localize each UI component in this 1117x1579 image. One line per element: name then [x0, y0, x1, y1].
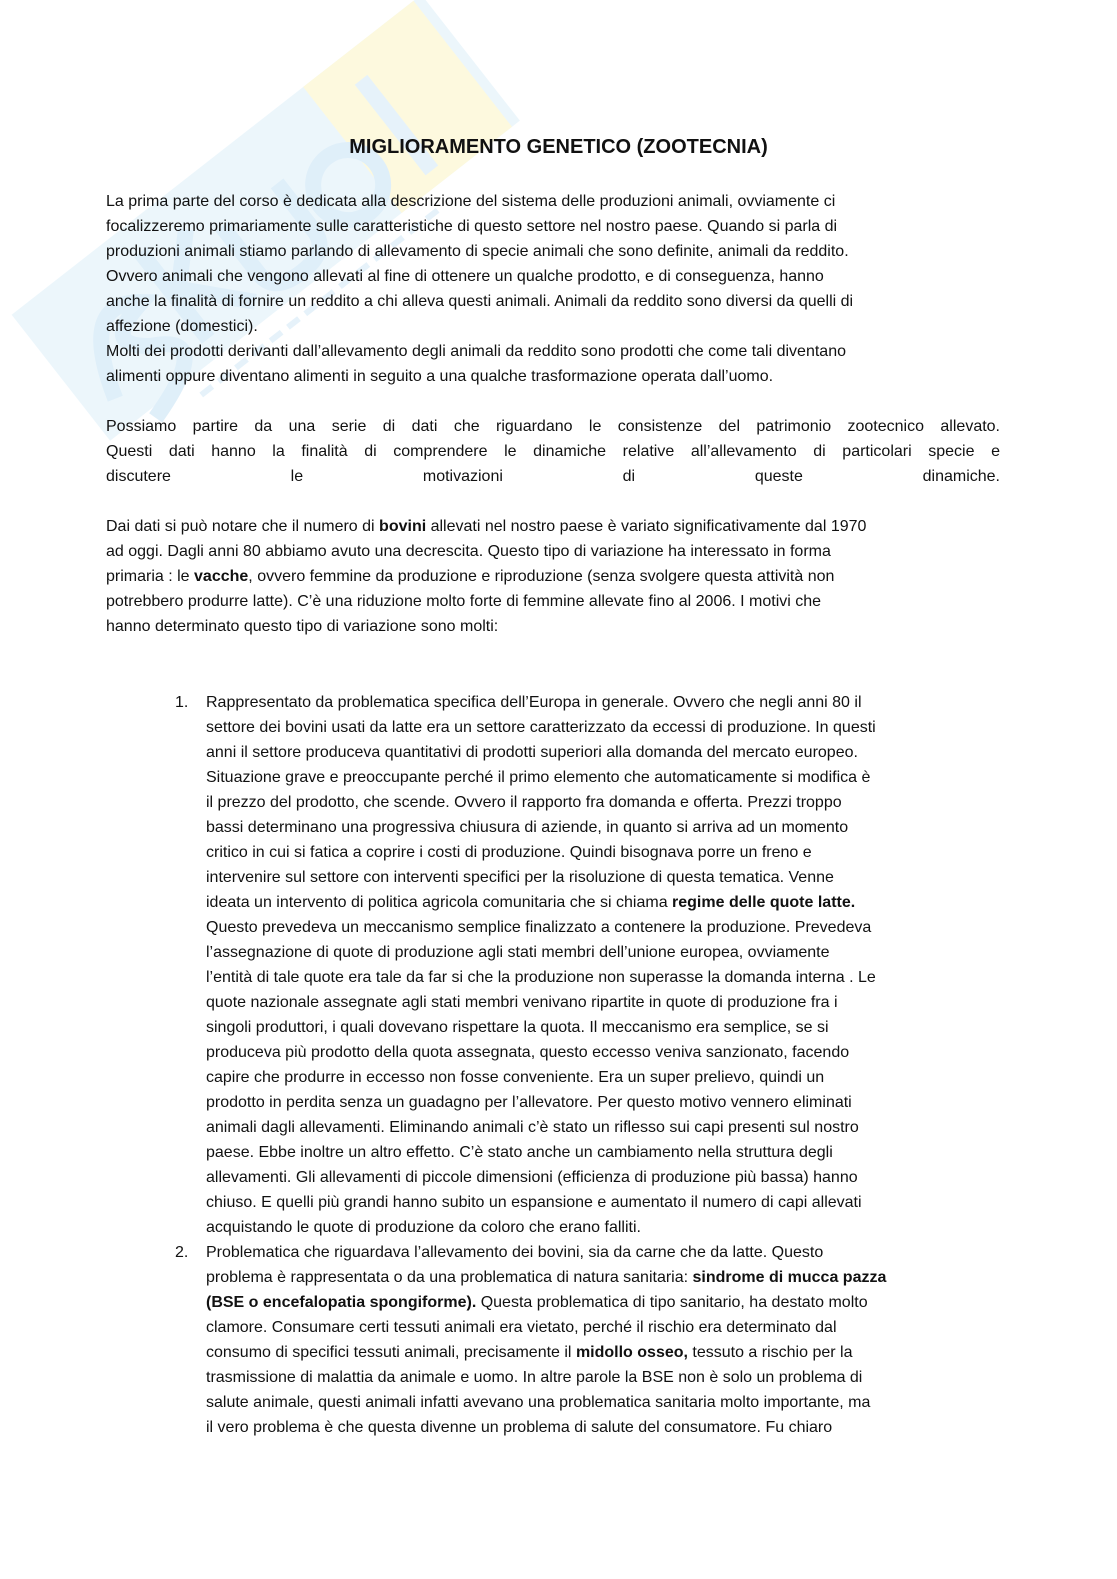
bold-term: vacche	[194, 568, 249, 585]
bold-term: regime delle quote latte.	[672, 894, 856, 911]
paragraph-line: produzioni animali stiamo parlando di allevamento di specie animali che sono definite, animali da reddito.	[106, 243, 849, 260]
list-item-line: il vero problema è che questa divenne un problema di salute del consumatore. Fu chiaro	[206, 1419, 833, 1436]
list-item-line: intervenire sul settore con interventi specifici per la risoluzione di questa tematica. Venne	[206, 869, 834, 886]
list-item-line: salute animale, questi animali infatti avevano una problematica sanitaria molto importante, ma	[206, 1394, 871, 1411]
list-item-line: (BSE o encefalopatia spongiforme). Questa problematica di tipo sanitario, ha destato molto	[206, 1294, 868, 1311]
paragraph-line: Possiamo partire da una serie di dati che riguardano le consistenze del patrimonio zootecnico allevato.	[106, 418, 1000, 435]
list-item-line: Situazione grave e preoccupante perché il primo elemento che automaticamente si modifica è	[206, 769, 871, 786]
list-item-line: paese. Ebbe inoltre un altro effetto. C’è stato anche un cambiamento nella struttura degli	[206, 1144, 833, 1161]
bold-term: midollo osseo,	[575, 1344, 688, 1361]
list-number: 1.	[175, 694, 189, 711]
list-item-line: trasmissione di malattia da animale e uomo. In altre parole la BSE non è solo un problema di	[206, 1369, 863, 1386]
list-item-line: prodotto in perdita senza un guadagno per l’allevatore. Per questo motivo vennero eliminati	[206, 1094, 852, 1111]
page-title: MIGLIORAMENTO GENETICO (ZOOTECNIA)	[349, 136, 768, 158]
list-item-line: Rappresentato da problematica specifica dell’Europa in generale. Ovvero che negli anni 80 il	[206, 694, 862, 711]
list-item-line: allevamenti. Gli allevamenti di piccole dimensioni (efficienza di produzione più bassa) hanno	[206, 1169, 858, 1186]
list-item-line: il prezzo del prodotto, che scende. Ovvero il rapporto fra domanda e offerta. Prezzi troppo	[206, 794, 842, 811]
list-number: 2.	[175, 1244, 189, 1261]
paragraph-line: affezione (domestici).	[106, 318, 258, 335]
list-item-line: quote nazionale assegnate agli stati membri venivano ripartite in quote di produzione fra i	[206, 994, 838, 1011]
paragraph-line: potrebbero produrre latte). C’è una riduzione molto forte di femmine allevate fino al 2006. I motivi che	[106, 593, 822, 610]
bold-term: sindrome di mucca pazza	[692, 1269, 887, 1286]
paragraph-line: discutere le motivazioni di queste dinamiche.	[106, 468, 1000, 485]
paragraph-line: Questi dati hanno la finalità di comprendere le dinamiche relative all’allevamento di particolari specie e	[106, 443, 1000, 460]
paragraph-line: Dai dati si può notare che il numero di bovini allevati nel nostro paese è variato significativamente dal 1970	[106, 518, 867, 535]
list-item-line: clamore. Consumare certi tessuti animali era vietato, perché il rischio era determinato dal	[206, 1319, 837, 1336]
list-item-line: Problematica che riguardava l’allevamento dei bovini, sia da carne che da latte. Questo	[206, 1244, 824, 1261]
list-item-line: l’entità di tale quote era tale da far si che la produzione non superasse la domanda interna . Le	[206, 969, 876, 986]
list-item-line: bassi determinano una progressiva chiusura di aziende, in quanto si arriva ad un momento	[206, 819, 849, 836]
list-item-line: critico in cui si fatica a coprire i costi di produzione. Quindi bisognava porre un freno e	[206, 844, 812, 861]
paragraph-line: Molti dei prodotti derivanti dall’allevamento degli animali da reddito sono prodotti che come tali diventano	[106, 343, 846, 360]
list-item-line: problema è rappresentata o da una problematica di natura sanitaria: sindrome di mucca pazza	[206, 1269, 887, 1286]
list-item-line: produceva più prodotto della quota assegnata, questo eccesso veniva sanzionato, facendo	[206, 1044, 850, 1061]
list-item-line: singoli produttori, i quali dovevano rispettare la quota. Il meccanismo era semplice, se si	[206, 1019, 829, 1036]
bold-term: bovini	[379, 518, 427, 535]
paragraph-line: La prima parte del corso è dedicata alla descrizione del sistema delle produzioni animali, ovviamente ci	[106, 193, 836, 210]
paragraph-line: Ovvero animali che vengono allevati al fine di ottenere un qualche prodotto, e di conseguenza, hanno	[106, 268, 824, 285]
paragraph-line: hanno determinato questo tipo di variazione sono molti:	[106, 618, 499, 635]
list-item-line: consumo di specifici tessuti animali, precisamente il midollo osseo, tessuto a rischio per la	[206, 1344, 853, 1361]
list-item-line: l’assegnazione di quote di produzione agli stati membri dell’unione europea, ovviamente	[206, 944, 830, 961]
list-item-line: settore dei bovini usati da latte era un settore caratterizzato da eccessi di produzione. In questi	[206, 719, 876, 736]
list-item-line: anni il settore produceva quantitativi di prodotti superiori alla domanda del mercato europeo.	[206, 744, 858, 761]
list-item-line: chiuso. E quelli più grandi hanno subito un espansione e aumentato il numero di capi allevati	[206, 1194, 862, 1211]
paragraph-line: ad oggi. Dagli anni 80 abbiamo avuto una decrescita. Questo tipo di variazione ha interessato in forma	[106, 543, 831, 560]
list-item-line: capire che produrre in eccesso non fosse conveniente. Era un super prelievo, quindi un	[206, 1069, 825, 1086]
paragraph-line: anche la finalità di fornire un reddito a chi alleva questi animali. Animali da reddito sono diversi da quelli di	[106, 293, 854, 310]
list-item-line: Questo prevedeva un meccanismo semplice finalizzato a contenere la produzione. Prevedeva	[206, 919, 872, 936]
bold-term: (BSE o encefalopatia spongiforme).	[206, 1294, 477, 1311]
list-item-line: animali dagli allevamenti. Eliminando animali c’è stato un riflesso sui capi presenti sul nostro	[206, 1119, 859, 1136]
paragraph-line: primaria : le vacche, ovvero femmine da produzione e riproduzione (senza svolgere questa attività non	[106, 568, 835, 585]
paragraph-line: focalizzeremo primariamente sulle caratteristiche di questo settore nel nostro paese. Quando si parla di	[106, 218, 838, 235]
list-item-line: ideata un intervento di politica agricola comunitaria che si chiama regime delle quote latte.	[206, 894, 856, 911]
list-item-line: acquistando le quote di produzione da coloro che erano falliti.	[206, 1219, 641, 1236]
paragraph-line: alimenti oppure diventano alimenti in seguito a una qualche trasformazione operata dall’uomo.	[106, 368, 774, 385]
